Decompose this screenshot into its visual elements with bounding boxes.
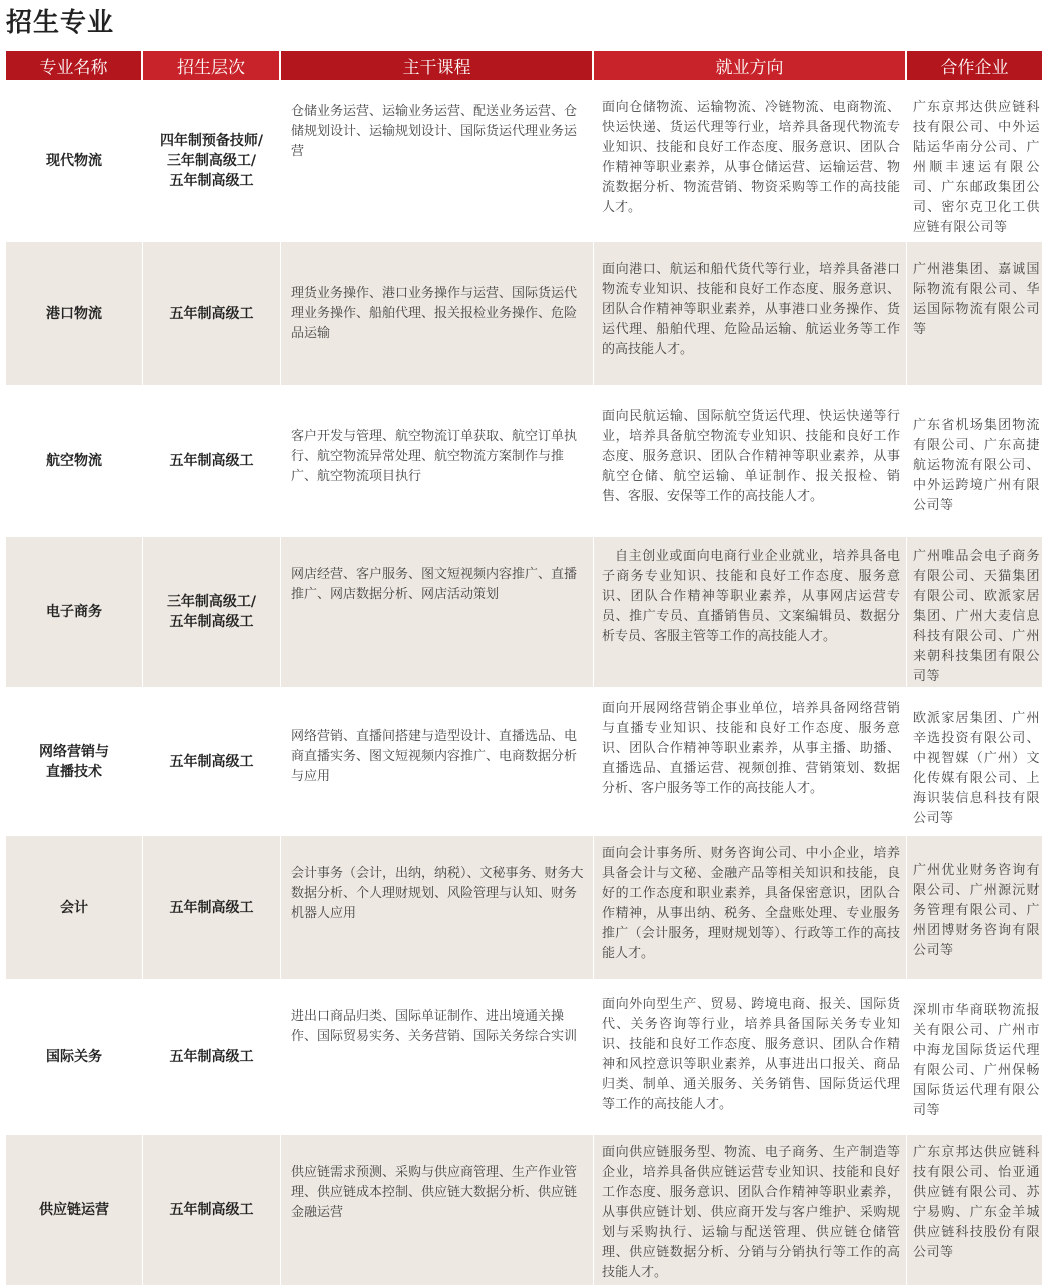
major-partners: 广州唯品会电子商务有限公司、天猫集团有限公司、欧派家居集团、广州大麦信息科技有限公司、广州来朝科技集团有限公司等 <box>907 533 1042 687</box>
major-courses: 理货业务操作、港口业务操作与运营、国际货运代理业务操作、船舶代理、报关报检业务操作、危险品运输 <box>281 238 594 385</box>
header-partners: 合作企业 <box>907 51 1042 80</box>
table-row <box>6 80 1042 238</box>
major-courses: 供应链需求预测、采购与供应商管理、生产作业管理、供应链成本控制、供应链大数据分析、供应链金融运营 <box>281 1131 594 1285</box>
major-employment: 面向民航运输、国际航空货运代理、快运快递等行业，培养具备航空物流专业知识、技能和良好工作态度、服务意识、团队合作精神等职业素养，从事航空仓储、航空运输、单证制作、报关报检、销售、客服、安保等工作的高技能人才。 <box>594 385 907 533</box>
major-employment: 自主创业或面向电商行业企业就业，培养具备电子商务专业知识、技能和良好工作态度、服务意识、团队合作精神等职业素养，从事网店运营专员、推广专员、直播销售员、文案编辑员、数据分析专员、客服主管等工作的高技能人才。 <box>594 533 907 687</box>
major-partners: 广东京邦达供应链科技有限公司、中外运陆运华南分公司、广州顺丰速运有限公司、广东邮政集团公司、密尔克卫化工供应链有限公司等 <box>907 80 1042 238</box>
table-row <box>6 1131 1042 1285</box>
major-courses: 网络营销、直播间搭建与造型设计、直播选品、电商直播实务、图文短视频内容推广、电商数据分析与应用 <box>281 687 594 832</box>
major-partners: 深圳市华商联物流报关有限公司、广州市中海龙国际货运代理有限公司、广州保畅国际货运代理有限公司等 <box>907 979 1042 1131</box>
table-header-row <box>6 51 1042 80</box>
major-employment: 面向外向型生产、贸易、跨境电商、报关、国际货代、关务咨询等行业，培养具备国际关务专业知识、技能和良好工作态度、服务意识、团队合作精神和风控意识等职业素养，从事进出口报关、商品归类、制单、通关服务、关务销售、国际货运代理等工作的高技能人才。 <box>594 979 907 1131</box>
majors-table <box>6 51 1042 1285</box>
header-employment: 就业方向 <box>594 51 907 80</box>
major-level: 五年制高级工 <box>143 979 281 1131</box>
major-name: 电子商务 <box>6 533 143 687</box>
major-partners: 广东京邦达供应链科技有限公司、怡亚通供应链有限公司、苏宁易购、广东金羊城供应链科技股份有限公司等 <box>907 1131 1042 1285</box>
table-row <box>6 687 1042 832</box>
table-row <box>6 533 1042 687</box>
major-name: 会计 <box>6 832 143 979</box>
header-level: 招生层次 <box>143 51 281 80</box>
major-level: 三年制高级工/ 五年制高级工 <box>143 533 281 687</box>
major-name: 现代物流 <box>6 80 143 238</box>
major-name: 供应链运营 <box>6 1131 143 1285</box>
major-courses: 进出口商品归类、国际单证制作、进出境通关操作、国际贸易实务、关务营销、国际关务综合实训 <box>281 979 594 1131</box>
major-name: 网络营销与 直播技术 <box>6 687 143 832</box>
major-courses: 会计事务（会计，出纳，纳税）、文秘事务、财务大数据分析、个人理财规划、风险管理与认知、财务机器人应用 <box>281 832 594 979</box>
major-employment: 面向港口、航运和船代货代等行业，培养具备港口物流专业知识、技能和良好工作态度、服务意识、团队合作精神等职业素养，从事港口业务操作、货运代理、船舶代理、危险品运输、航运业务等工作的高技能人才。 <box>594 238 907 385</box>
major-level: 五年制高级工 <box>143 238 281 385</box>
major-level: 五年制高级工 <box>143 687 281 832</box>
table-row <box>6 238 1042 385</box>
major-name: 港口物流 <box>6 238 143 385</box>
major-employment: 面向供应链服务型、物流、电子商务、生产制造等企业，培养具备供应链运营专业知识、技能和良好工作态度、服务意识、团队合作精神等职业素养，从事供应链计划、供应商开发与客户维护、采购规划与采购执行、运输与配送管理、供应链仓储管理、供应链数据分析、分销与分销执行等工作的高技能人才。 <box>594 1131 907 1285</box>
major-name: 国际关务 <box>6 979 143 1131</box>
major-courses: 客户开发与管理、航空物流订单获取、航空订单执行、航空物流异常处理、航空物流方案制作与推广、航空物流项目执行 <box>281 385 594 533</box>
major-employment: 面向会计事务所、财务咨询公司、中小企业，培养具备会计与文秘、金融产品等相关知识和技能，良好的工作态度和职业素养，具备保密意识，团队合作精神，从事出纳、税务、全盘账处理、专业服务推广（会计服务，理财规划等）、行政等工作的高技能人才。 <box>594 832 907 979</box>
major-partners: 广州优业财务咨询有限公司、广州源沅财务管理有限公司、广州团博财务咨询有限公司等 <box>907 832 1042 979</box>
major-level: 五年制高级工 <box>143 385 281 533</box>
major-level: 五年制高级工 <box>143 832 281 979</box>
major-level: 四年制预备技师/ 三年制高级工/ 五年制高级工 <box>143 80 281 238</box>
header-major-name: 专业名称 <box>6 51 143 80</box>
major-partners: 欧派家居集团、广州辛选投资有限公司、中视智媒（广州）文化传媒有限公司、上海识装信息科技有限公司等 <box>907 687 1042 832</box>
table-row <box>6 385 1042 533</box>
page-title: 招生专业 <box>6 8 115 38</box>
major-courses: 仓储业务运营、运输业务运营、配送业务运营、仓储规划设计、运输规划设计、国际货运代理业务运营 <box>281 80 594 238</box>
major-level: 五年制高级工 <box>143 1131 281 1285</box>
table-row <box>6 979 1042 1131</box>
major-employment: 面向仓储物流、运输物流、冷链物流、电商物流、快运快递、货运代理等行业，培养具备现代物流专业知识、技能和良好工作态度、服务意识、团队合作精神等职业素养，从事仓储运营、运输运营、物流数据分析、物流营销、物资采购等工作的高技能人才。 <box>594 80 907 238</box>
major-partners: 广州港集团、嘉诚国际物流有限公司、华运国际物流有限公司等 <box>907 238 1042 385</box>
major-courses: 网店经营、客户服务、图文短视频内容推广、直播推广、网店数据分析、网店活动策划 <box>281 533 594 687</box>
major-employment: 面向开展网络营销企事业单位，培养具备网络营销与直播专业知识、技能和良好工作态度、服务意识、团队合作精神等职业素养，从事主播、助播、直播选品、直播运营、视频创推、营销策划、数据分析、客户服务等工作的高技能人才。 <box>594 687 907 832</box>
major-partners: 广东省机场集团物流有限公司、广东高捷航运物流有限公司、中外运跨境广州有限公司等 <box>907 385 1042 533</box>
table-row <box>6 832 1042 979</box>
header-courses: 主干课程 <box>281 51 594 80</box>
major-name: 航空物流 <box>6 385 143 533</box>
